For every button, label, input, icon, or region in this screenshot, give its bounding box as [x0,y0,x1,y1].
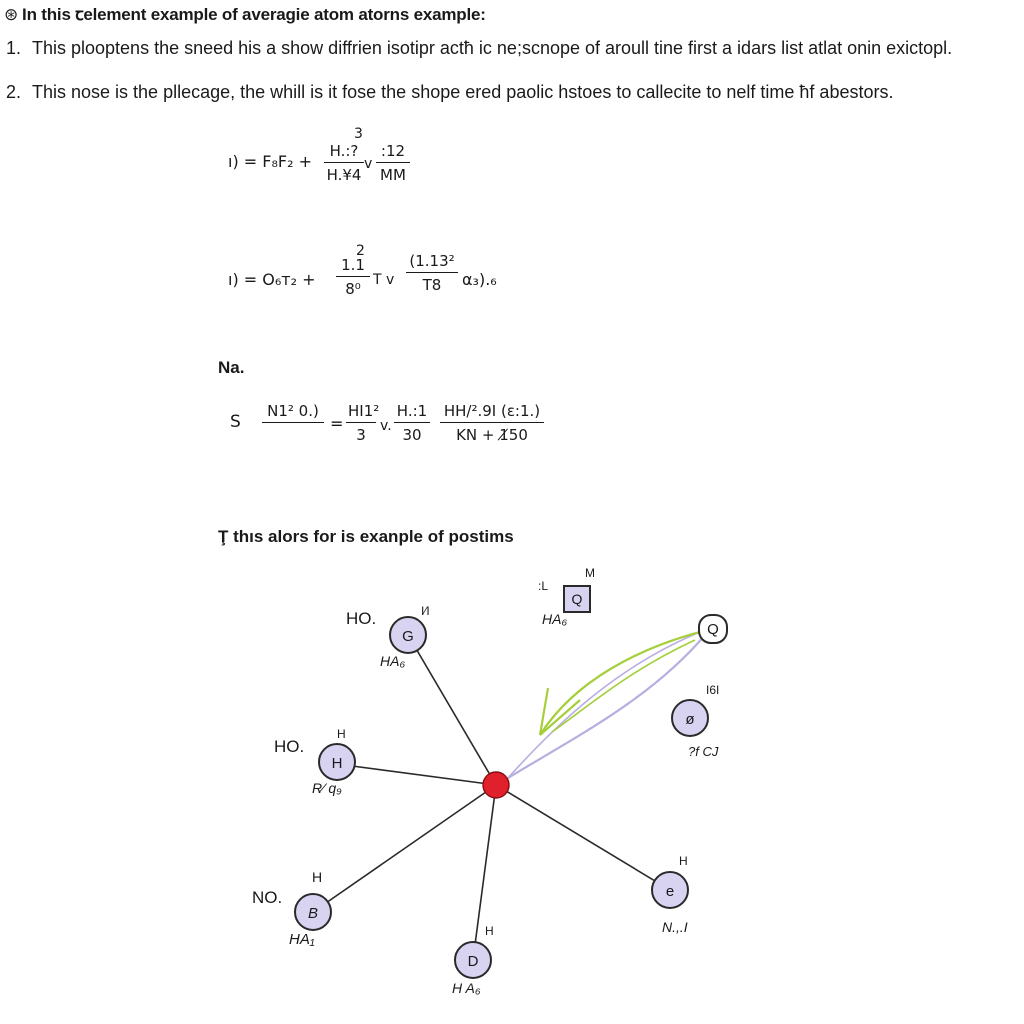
node-glyph: B [307,905,319,922]
fraction-numerator: 1.1 [336,256,370,277]
node-glyph: G [402,628,414,645]
node-name-label: HO. [274,737,305,756]
bond-line [337,764,496,785]
node-glyph: ø [685,711,695,728]
purple-curve [508,632,700,778]
fraction-denominator: MM [380,166,406,184]
bond-line [313,785,496,912]
circled-symbol-icon: ⊛ [4,5,19,24]
equation-3-equals: = [330,414,344,433]
equation-2-tail: α₃).₆ [462,270,497,289]
atom-node-6 [672,683,719,759]
fraction-numerator: HI1² [346,402,376,423]
fraction-denominator: 8⁰ [345,280,361,298]
heading-text: In this ꞇelement example of averagie atom atorns example: [22,5,486,24]
node-tag: H [312,869,323,885]
atom-node-8 [538,566,595,627]
node-sub-label: N.,.I [662,919,688,935]
list-text: This nose is the pllecage, the whill is it fose the shope ered paolic hstoes to callecite to nelf time ħf abestors. [32,82,894,102]
node-sub-label: R⁄ q₉ [312,780,342,796]
equation-2-superscript: 2 [356,243,365,259]
fraction-numerator: H.:1 [394,402,430,423]
node-tag: H [485,924,494,938]
bond-line [408,635,496,785]
atom-node-2 [274,727,355,796]
node-tag: H [679,854,688,868]
node-tag: M [585,566,595,580]
fraction-numerator: (1.13² [406,252,458,273]
node-sub-label: ?f CJ [688,744,719,759]
equation-3-lead: S [230,412,241,432]
fraction-denominator: 30 [402,426,422,444]
equation-2-middle: T v [373,272,395,288]
equation-3-separator: v. [380,418,392,434]
node-glyph: D [467,953,479,970]
atom-node-1 [346,604,430,669]
list-text: This plooptens the sneed his a show diffrien isotipr actħ ic ne;scnope of aroull tine first a idars list atlat onin exictopl. [32,38,953,58]
node-tag: I⁄I [421,604,430,618]
equation-1-separator: v [364,156,373,172]
fraction-numerator: HH/².9I (ε:1.) [440,402,544,423]
node-glyph: H [331,755,343,772]
section-label: Na. [218,358,245,377]
bond-line [496,785,670,890]
diagram-caption: Ţ thıs alors for is exanple of postims [218,527,514,546]
fraction-numerator: N1² 0.) [262,402,324,423]
atom-node-3 [252,869,331,948]
node-sub-label: HA₆ [542,611,568,627]
node-glyph: Q [571,591,583,607]
list-number: 1. [6,38,22,58]
node-extra-label: :L [538,579,549,593]
atom-node-4 [452,924,494,996]
fraction-numerator: H.:? [324,142,364,163]
node-tag: I6I [706,683,720,697]
node-glyph: e [665,883,675,900]
node-name-label: HO. [346,609,377,628]
atom-node-7 [699,615,727,643]
list-number: 2. [6,82,22,102]
node-glyph: Q [707,621,719,638]
equation-1-superscript: 3 [354,126,363,142]
node-sub-label: HA₆ [380,653,406,669]
node-name-label: NO. [252,888,283,907]
equation-2-lead: ı) = O₆ᴛ₂ + [228,270,316,289]
fraction-denominator: T8 [422,276,442,294]
fraction-denominator: 3 [356,426,366,444]
node-sub-label: H A₆ [452,980,481,996]
center-atom [483,772,509,798]
node-sub-label: HA₁ [289,931,315,948]
fraction-denominator: KN + 1̸50 [456,426,528,444]
equation-1-lead: ı) = F₈F₂ + [228,152,312,171]
fraction-numerator: :12 [376,142,410,163]
fraction-denominator: H.¥4 [326,166,362,184]
atom-node-5 [652,854,688,935]
node-tag: H [337,727,346,741]
